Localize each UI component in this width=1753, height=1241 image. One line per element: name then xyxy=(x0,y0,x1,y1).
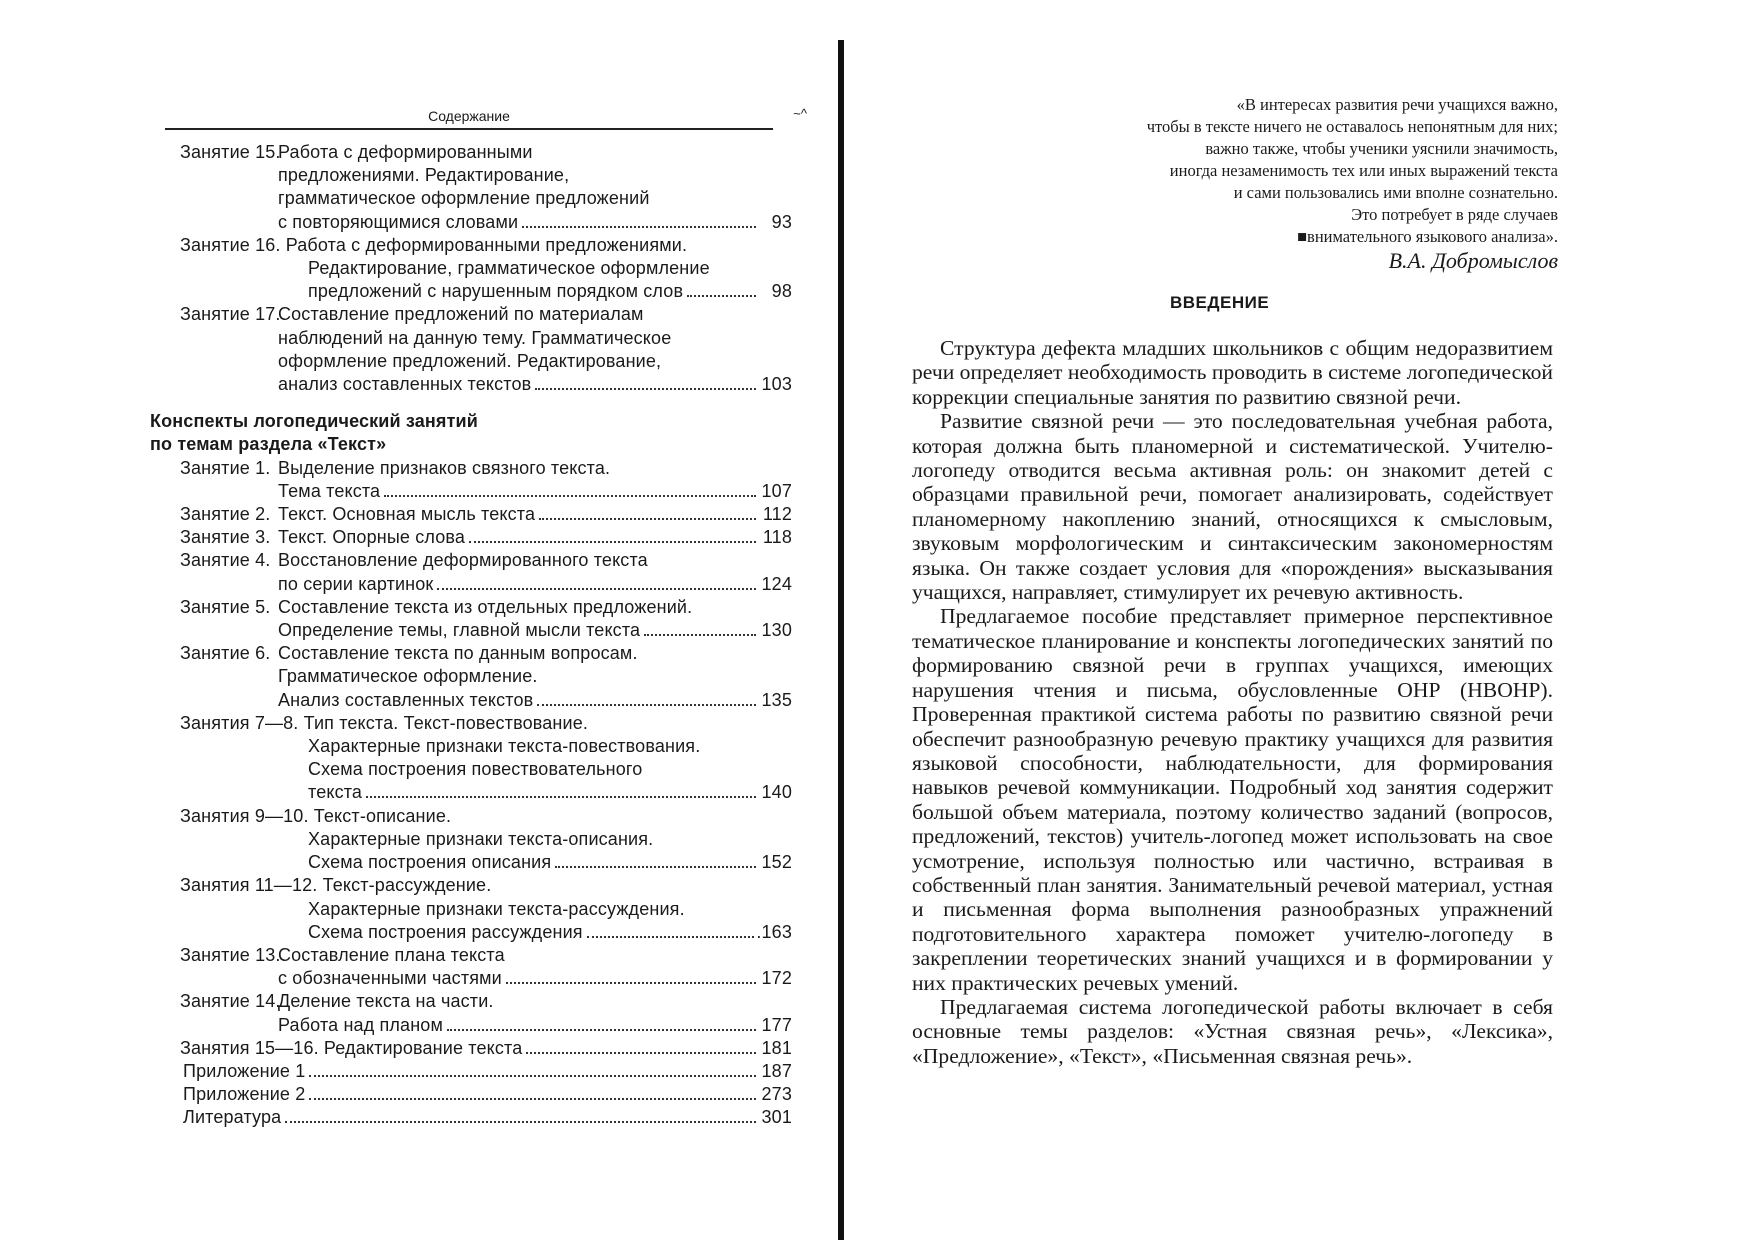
toc-page-number: 93 xyxy=(771,211,792,232)
toc-entry-text: Анализ составленных текстов xyxy=(278,689,534,710)
epigraph-line: «В интересах развития речи учащихся важно, xyxy=(1236,95,1558,114)
toc-entry-body xyxy=(278,141,792,234)
toc-leader-dots xyxy=(587,936,755,938)
toc-entry-text: Составление текста из отдельных предложений. xyxy=(278,596,693,617)
toc-page-number: 103 xyxy=(761,374,792,395)
toc-entry xyxy=(150,712,792,805)
toc-entry-text: Схема построения рассуждения xyxy=(308,921,583,942)
toc-entry-label: Занятие 3. xyxy=(180,527,271,548)
toc-entry xyxy=(150,457,792,503)
toc-entry-text: Характерные признаки текста-описания. xyxy=(308,828,654,849)
toc-entry-line xyxy=(278,480,792,503)
toc-entry-continuation xyxy=(150,828,792,874)
toc-entry xyxy=(150,874,792,944)
toc-leader-dots xyxy=(555,866,756,868)
toc-entry-text: Текст. Опорные слова xyxy=(278,527,466,548)
toc-entry-text: предложениями. Редактирование, xyxy=(278,165,570,186)
toc-entry-line xyxy=(278,526,792,549)
toc-section-line: Конспекты логопедический занятий xyxy=(150,411,478,432)
intro-paragraph: Развитие связной речи — это последовательная учебная работа, которая должна быть планомерной и систематической. Учителю-логопеду отводится весьма активная роль: он знакомит детей с образцами правильной речи, помогает анализировать, содействует планомерному накоплению знаний, относящихся к смысловым, звуковым морфологическим и синтаксическим закономерностям языка. Он также создает условия для «порождения» высказывания учащихся, направляет, стимулирует их речевую активность. xyxy=(912,409,1553,605)
toc-entry xyxy=(150,234,792,304)
epigraph-line: Это потребует в ряде случаев xyxy=(1351,205,1558,224)
toc-entry-text: с повторяющимися словами xyxy=(278,211,519,232)
toc-entry-text: грамматическое оформление предложений xyxy=(278,188,650,209)
toc-entry-label: Занятие 4. xyxy=(180,550,271,571)
intro-title: ВВЕДЕНИЕ xyxy=(1170,293,1270,312)
toc-appendix-line xyxy=(150,1083,792,1106)
toc-title: Содержание xyxy=(428,108,510,124)
toc-entry-continuation xyxy=(150,257,792,303)
toc-entry-text: с обозначенными частями xyxy=(278,968,502,989)
toc-entry-text: Характерные признаки текста-повествования. xyxy=(308,736,701,757)
toc-entry-label: Занятие 2. xyxy=(180,504,271,525)
epigraph-author: В.А. Добромыслов xyxy=(1388,248,1558,273)
toc-entry-line xyxy=(308,280,792,303)
toc-header xyxy=(165,106,807,130)
epigraph-line: чтобы в тексте ничего не оставалось непонятным для них; xyxy=(1146,117,1558,136)
toc-entry-text: Текст. Основная мысль текста xyxy=(278,504,536,525)
toc-entry-text: Деление текста на части. xyxy=(278,991,494,1012)
page-mark: ~^ xyxy=(793,106,807,121)
toc-entry-text: Тема текста xyxy=(278,480,381,501)
toc-entry-line xyxy=(308,921,792,944)
toc-entry-text: Характерные признаки текста-рассуждения. xyxy=(308,898,685,919)
table-of-contents xyxy=(150,141,792,1130)
toc-page-number: 181 xyxy=(761,1037,792,1058)
intro-paragraph: Предлагаемое пособие представляет примерное перспективное тематическое планирование и конспекты логопедических занятий по формированию связной речи в группах учащихся, имеющих нарушения чтения и письма, обусловленные ОНР (НВОНР). Проверенная практикой система работы по развитию связной речи обеспечит разнообразную речевую практику учащихся для развития языковой способности, наблюдательности, для формирования навыков речевой коммуникации. Подробный ход занятия содержит большой объем материала, поэтому количество заданий (вопросов, предложений, текстов) учитель-логопед может использовать на свое усмотрение, используя полностью или частично, встраивая в собственный план занятия. Занимательный речевой материал, устная и письменная форма выполнения разнообразных упражнений подготовительного характера поможет учителю-логопеду в закреплении теоретических знаний учащихся и в формировании у них практических речевых умений. xyxy=(912,604,1553,995)
toc-leader-dots xyxy=(384,495,756,497)
toc-entry-text: предложений с нарушенным порядком слов xyxy=(308,281,684,302)
toc-page-number: 177 xyxy=(761,1014,792,1035)
toc-leader-dots xyxy=(539,518,756,520)
toc-appendix-line xyxy=(150,1060,792,1083)
toc-entry-line xyxy=(308,851,792,874)
toc-entry-text: Составление текста по данным вопросам. xyxy=(278,643,638,664)
toc-entry-line xyxy=(278,503,792,526)
toc-page-number: 112 xyxy=(762,504,792,525)
toc-page-number: 107 xyxy=(761,480,792,501)
toc-page-number: 187 xyxy=(761,1060,792,1081)
toc-entry-body xyxy=(278,549,792,595)
toc-entry-line xyxy=(278,967,792,990)
toc-entry-line xyxy=(278,211,792,234)
toc-page-number: 130 xyxy=(761,620,792,641)
toc-entry-text: Восстановление деформированного текста xyxy=(278,550,648,571)
toc-entry-label: Занятие 14. xyxy=(180,991,281,1012)
intro-paragraph: Структура дефекта младших школьников с общим недоразвитием речи определяет необходимость проводить в системе логопедической коррекции специальные занятия по развитию связной речи. xyxy=(912,336,1553,409)
toc-entry-label: Занятия 11—12. Текст-рассуждение. xyxy=(180,875,492,896)
toc-leader-dots xyxy=(366,796,756,798)
toc-leader-dots xyxy=(309,1075,756,1077)
toc-page-number: 152 xyxy=(761,852,792,873)
toc-entry-text: Составление предложений по материалам xyxy=(278,304,644,325)
toc-entry-text: Выделение признаков связного текста. xyxy=(278,457,611,478)
toc-entry-text: оформление предложений. Редактирование, xyxy=(278,350,662,371)
toc-entry-text: Работа над планом xyxy=(278,1014,443,1035)
toc-entry-text: по серии картинок xyxy=(278,573,434,594)
toc-entry-label: Занятия 7—8. Тип текста. Текст-повествование. xyxy=(180,712,589,733)
toc-entry-text: анализ составленных текстов xyxy=(278,374,532,395)
toc-entry-line xyxy=(278,619,792,642)
toc-entry-body xyxy=(278,503,792,526)
toc-leader-dots xyxy=(535,388,756,390)
toc-entry xyxy=(150,303,792,396)
toc-entry xyxy=(150,1037,792,1060)
epigraph-line: ■внимательного языкового анализа». xyxy=(1297,227,1558,246)
toc-entry xyxy=(150,596,792,642)
toc-page-number: 273 xyxy=(761,1084,792,1105)
toc-entry-text: Работа с деформированными xyxy=(278,142,533,162)
toc-entry-text: Схема построения повествовательного xyxy=(308,759,643,780)
toc-entry-text: Определение темы, главной мысли текста xyxy=(278,620,641,641)
toc-entry-line xyxy=(278,373,792,396)
toc-leader-dots xyxy=(506,982,756,984)
toc-section-line: по темам раздела «Текст» xyxy=(150,434,387,455)
toc-page-number: 135 xyxy=(761,689,792,710)
toc-entry-label: Занятия 9—10. Текст-описание. xyxy=(180,805,452,826)
toc-entry-body xyxy=(278,596,792,642)
toc-entry-text: Редактирование, грамматическое оформление xyxy=(308,258,710,279)
toc-entry-body xyxy=(278,526,792,549)
toc-entry-line xyxy=(150,1037,792,1060)
toc-entry-text: текста xyxy=(308,782,363,803)
epigraph-text xyxy=(998,94,1558,248)
toc-entry xyxy=(150,944,792,990)
toc-page-number: 140 xyxy=(761,782,792,803)
toc-page-number: 124 xyxy=(761,573,792,594)
epigraph xyxy=(998,94,1558,272)
toc-entry-continuation xyxy=(150,735,792,805)
toc-entry xyxy=(150,549,792,595)
toc-entry-text: Приложение 1 xyxy=(183,1060,306,1081)
toc-leader-dots xyxy=(522,226,756,228)
epigraph-line: и сами пользовались ими вполне сознательно. xyxy=(1233,183,1558,202)
toc-page-number: 301 xyxy=(761,1107,792,1128)
toc-section-heading xyxy=(150,410,792,456)
toc-entry-label: Занятие 13. xyxy=(180,944,281,965)
toc-entry-text: Приложение 2 xyxy=(183,1084,306,1105)
toc-entry-continuation xyxy=(150,898,792,944)
toc-entry-text: Схема построения описания xyxy=(308,852,552,873)
toc-entry-body xyxy=(278,457,792,503)
toc-page-number: 172 xyxy=(761,968,792,989)
toc-entry-text: наблюдений на данную тему. Грамматическое xyxy=(278,327,672,348)
toc-entry-text: Грамматическое оформление. xyxy=(278,666,538,687)
toc-entry-label: Занятие 5. xyxy=(180,596,271,617)
toc-entry-label: Занятие 15. xyxy=(180,142,281,162)
epigraph-line: важно также, чтобы ученики уяснили значимость, xyxy=(1205,139,1558,158)
toc-leader-dots xyxy=(469,541,756,543)
toc-entry xyxy=(150,526,792,549)
intro-paragraph: Предлагаемая система логопедической работы включает в себя основные темы разделов: «Устная связная речь», «Лексика», «Предложение», «Текст», «Письменная связная речь». xyxy=(912,994,1553,1068)
toc-entry-body xyxy=(278,303,792,396)
toc-entry-line xyxy=(308,781,792,804)
toc-entry-line xyxy=(278,689,792,712)
toc-entry-label: Занятие 1. xyxy=(180,457,271,478)
toc-leader-dots xyxy=(437,588,756,590)
toc-entry-body xyxy=(278,944,792,990)
toc-entry-label: Занятие 17. xyxy=(180,304,281,325)
toc-entry xyxy=(150,642,792,712)
toc-leader-dots xyxy=(537,704,756,706)
epigraph-line: иногда незаменимость тех или иных выражений текста xyxy=(1169,161,1558,180)
toc-entry-body xyxy=(278,642,792,712)
intro-body xyxy=(912,336,1553,1068)
toc-entry-line xyxy=(278,573,792,596)
toc-entry xyxy=(150,503,792,526)
toc-leader-dots xyxy=(447,1029,756,1031)
toc-entry-line xyxy=(278,1014,792,1037)
toc-leader-dots xyxy=(644,634,756,636)
toc-entry-text: Занятия 15—16. Редактирование текста xyxy=(180,1037,523,1058)
toc-entry-text: Составление плана текста xyxy=(278,944,505,965)
toc-entry xyxy=(150,805,792,875)
toc-leader-dots xyxy=(526,1052,756,1054)
toc-page-number: .163 xyxy=(756,921,792,942)
toc-entry xyxy=(150,141,792,234)
toc-page-number: 118 xyxy=(762,527,792,548)
toc-leader-dots xyxy=(309,1098,756,1100)
toc-entry-body xyxy=(278,990,792,1036)
toc-appendix-line xyxy=(150,1106,792,1129)
left-page xyxy=(0,0,840,1241)
toc-page-number: 98 xyxy=(771,281,792,302)
toc-entry-text: Литература xyxy=(183,1107,282,1128)
toc-entry-label: Занятие 16. Работа с деформированными предложениями. xyxy=(180,234,688,255)
toc-entry xyxy=(150,990,792,1036)
toc-leader-dots xyxy=(285,1121,756,1123)
toc-entry-label: Занятие 6. xyxy=(180,643,271,664)
toc-leader-dots xyxy=(687,295,756,297)
